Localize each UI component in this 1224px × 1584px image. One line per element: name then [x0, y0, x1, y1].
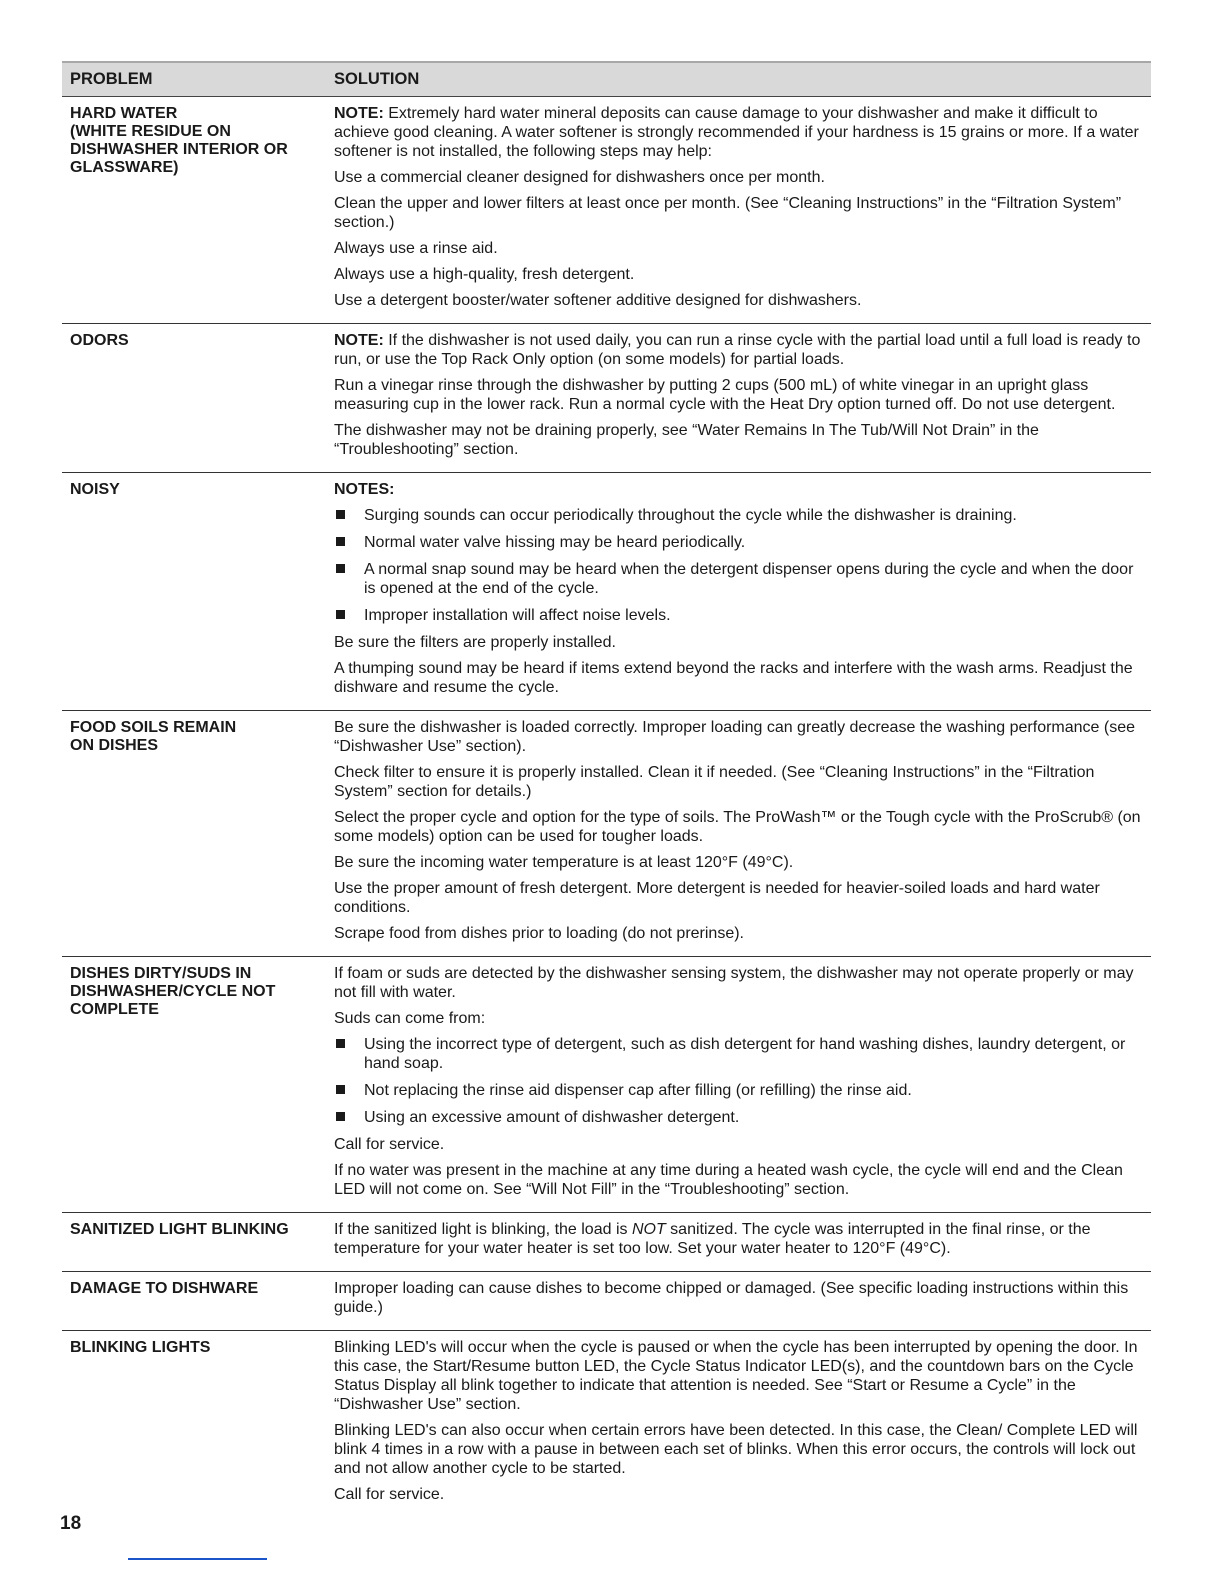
table-row-dishes-dirty-suds [62, 957, 1151, 1213]
bullet-square-icon [334, 1035, 364, 1073]
list-item: A normal snap sound may be heard when the detergent dispenser opens during the cycle and when the door is opened at the end of the cycle. [334, 560, 1145, 598]
table-header [62, 61, 1151, 97]
table-row-damage-to-dishware [62, 1272, 1151, 1331]
table-row-hard-water [62, 97, 1151, 324]
solution-cell: Improper loading can cause dishes to become chipped or damaged. (See specific loading instructions within this guide.) [334, 1280, 1129, 1316]
solution-column-header: SOLUTION [334, 70, 420, 88]
bullet-square-icon [334, 533, 364, 552]
troubleshooting-table [62, 61, 1151, 1517]
solution-cell: If the sanitized light is blinking, the load is NOT sanitized. The cycle was interrupted in the final rinse, or the temperature for your water heater is set too low. Set your water heater to 120°F (49°C). [334, 1221, 1091, 1257]
bullet-square-icon [334, 606, 364, 625]
notes-heading: NOTES: [334, 481, 395, 498]
table-row-sanitized-light [62, 1213, 1151, 1272]
list-item: Improper installation will affect noise levels. [334, 606, 1145, 625]
table-row-blinking-lights [62, 1331, 1151, 1517]
page-number: 18 [60, 1513, 82, 1534]
problem-cell: NOISY [70, 481, 120, 498]
bullet-square-icon [334, 1108, 364, 1127]
table-row-noisy [62, 473, 1151, 711]
problem-column-header: PROBLEM [70, 70, 153, 88]
emphasis-not: NOT [631, 1221, 666, 1238]
bullet-square-icon [334, 560, 364, 598]
note-label: NOTE: [334, 332, 384, 349]
note-label: NOTE: [334, 105, 384, 122]
list-item: Surging sounds can occur periodically throughout the cycle while the dishwasher is draining. [334, 506, 1145, 525]
problem-cell: FOOD SOILS REMAIN ON DISHES [70, 719, 237, 754]
solution-cell: NOTES: Surging sounds can occur periodically throughout the cycle while the dishwasher is draining. Normal water valve hissing may be heard periodically. A normal snap sound may be heard when the detergent dispenser opens during the cycle and when the door is opened at the end of the cycle. Improper installation will affect noise levels. Be sure the filters are properly installed. A thumping sound may be heard if items extend beyond the racks and interfere with the wash arms. Readjust the dishware and resume the cycle. [326, 480, 1151, 704]
solution-cell: If foam or suds are detected by the dishwasher sensing system, the dishwasher may not operate properly or may not fill with water. Suds can come from: Using the incorrect type of detergent, such as dish detergent for hand washing dishes, laundry detergent, or hand soap. Not replacing the rinse aid dispenser cap after filling (or refilling) the rinse aid. Using an excessive amount of dishwasher detergent. Call for service. If no water was present in the machine at any time during a heated wash cycle, the cycle will end and the Clean LED will not come on. See “Will Not Fill” in the “Troubleshooting” section. [326, 964, 1151, 1206]
list-item: Using the incorrect type of detergent, such as dish detergent for hand washing dishes, laundry detergent, or hand soap. [334, 1035, 1145, 1073]
solution-cell: Be sure the dishwasher is loaded correctly. Improper loading can greatly decrease the washing performance (see “Dishwasher Use” section). Check filter to ensure it is properly installed. Clean it if needed. (See “Cleaning Instructions” in the “Filtration System” section for details.) Select the proper cycle and option for the type of soils. The ProWash™ or the Tough cycle with the ProScrub® (on some models) option can be used for tougher loads. Be sure the incoming water temperature is at least 120°F (49°C). Use the proper amount of fresh detergent. More detergent is needed for heavier-soiled loads and hard water conditions. Scrape food from dishes prior to loading (do not prerinse). [334, 719, 1141, 942]
problem-cell: DISHES DIRTY/SUDS IN DISHWASHER/CYCLE NOT COMPLETE [70, 965, 276, 1018]
list-item: Using an excessive amount of dishwasher detergent. [334, 1108, 1145, 1127]
footer-link-underline [128, 1558, 267, 1560]
problem-cell: DAMAGE TO DISHWARE [70, 1280, 259, 1297]
table-row-odors [62, 324, 1151, 473]
list-item: Normal water valve hissing may be heard periodically. [334, 533, 1145, 552]
solution-cell: NOTE: If the dishwasher is not used daily, you can run a rinse cycle with the partial load until a full load is ready to run, or use the Top Rack Only option (on some models) for partial loads. Run a vinegar rinse through the dishwasher by putting 2 cups (500 mL) of white vinegar in an upright glass measuring cup in the lower rack. Run a normal cycle with the Heat Dry option turned off. Do not use detergent. The dishwasher may not be draining properly, see “Water Remains In The Tub/Will Not Drain” in the “Troubleshooting” section. [334, 332, 1141, 458]
problem-cell: SANITIZED LIGHT BLINKING [70, 1221, 289, 1238]
solution-cell: NOTE: Extremely hard water mineral deposits can cause damage to your dishwasher and make it difficult to achieve good cleaning. A water softener is strongly recommended if your hardness is 15 grains or more. If a water softener is not installed, the following steps may help: Use a commercial cleaner designed for dishwashers once per month. Clean the upper and lower filters at least once per month. (See “Cleaning Instructions” in the “Filtration System” section.) Always use a rinse aid. Always use a high-quality, fresh detergent. Use a detergent booster/water softener additive designed for dishwashers. [334, 105, 1139, 309]
table-row-food-soils [62, 711, 1151, 957]
solution-cell: Blinking LED's will occur when the cycle is paused or when the cycle has been interrupted by opening the door. In this case, the Start/Resume button LED, the Cycle Status Indicator LED(s), and the countdown bars on the Cycle Status Display all blink together to indicate that attention is needed. See “Start or Resume a Cycle” in the “Dishwasher Use” section. Blinking LED's can also occur when certain errors have been detected. In this case, the Clean/ Complete LED will blink 4 times in a row with a pause in between each set of blinks. When this error occurs, the controls will lock out and not allow another cycle to be started. Call for service. [334, 1339, 1138, 1503]
bullet-square-icon [334, 1081, 364, 1100]
bullet-square-icon [334, 506, 364, 525]
problem-cell: HARD WATER (WHITE RESIDUE ON DISHWASHER INTERIOR OR GLASSWARE) [70, 105, 288, 176]
problem-cell: BLINKING LIGHTS [70, 1339, 211, 1356]
list-item: Not replacing the rinse aid dispenser cap after filling (or refilling) the rinse aid. [334, 1081, 1145, 1100]
problem-cell: ODORS [70, 332, 129, 349]
